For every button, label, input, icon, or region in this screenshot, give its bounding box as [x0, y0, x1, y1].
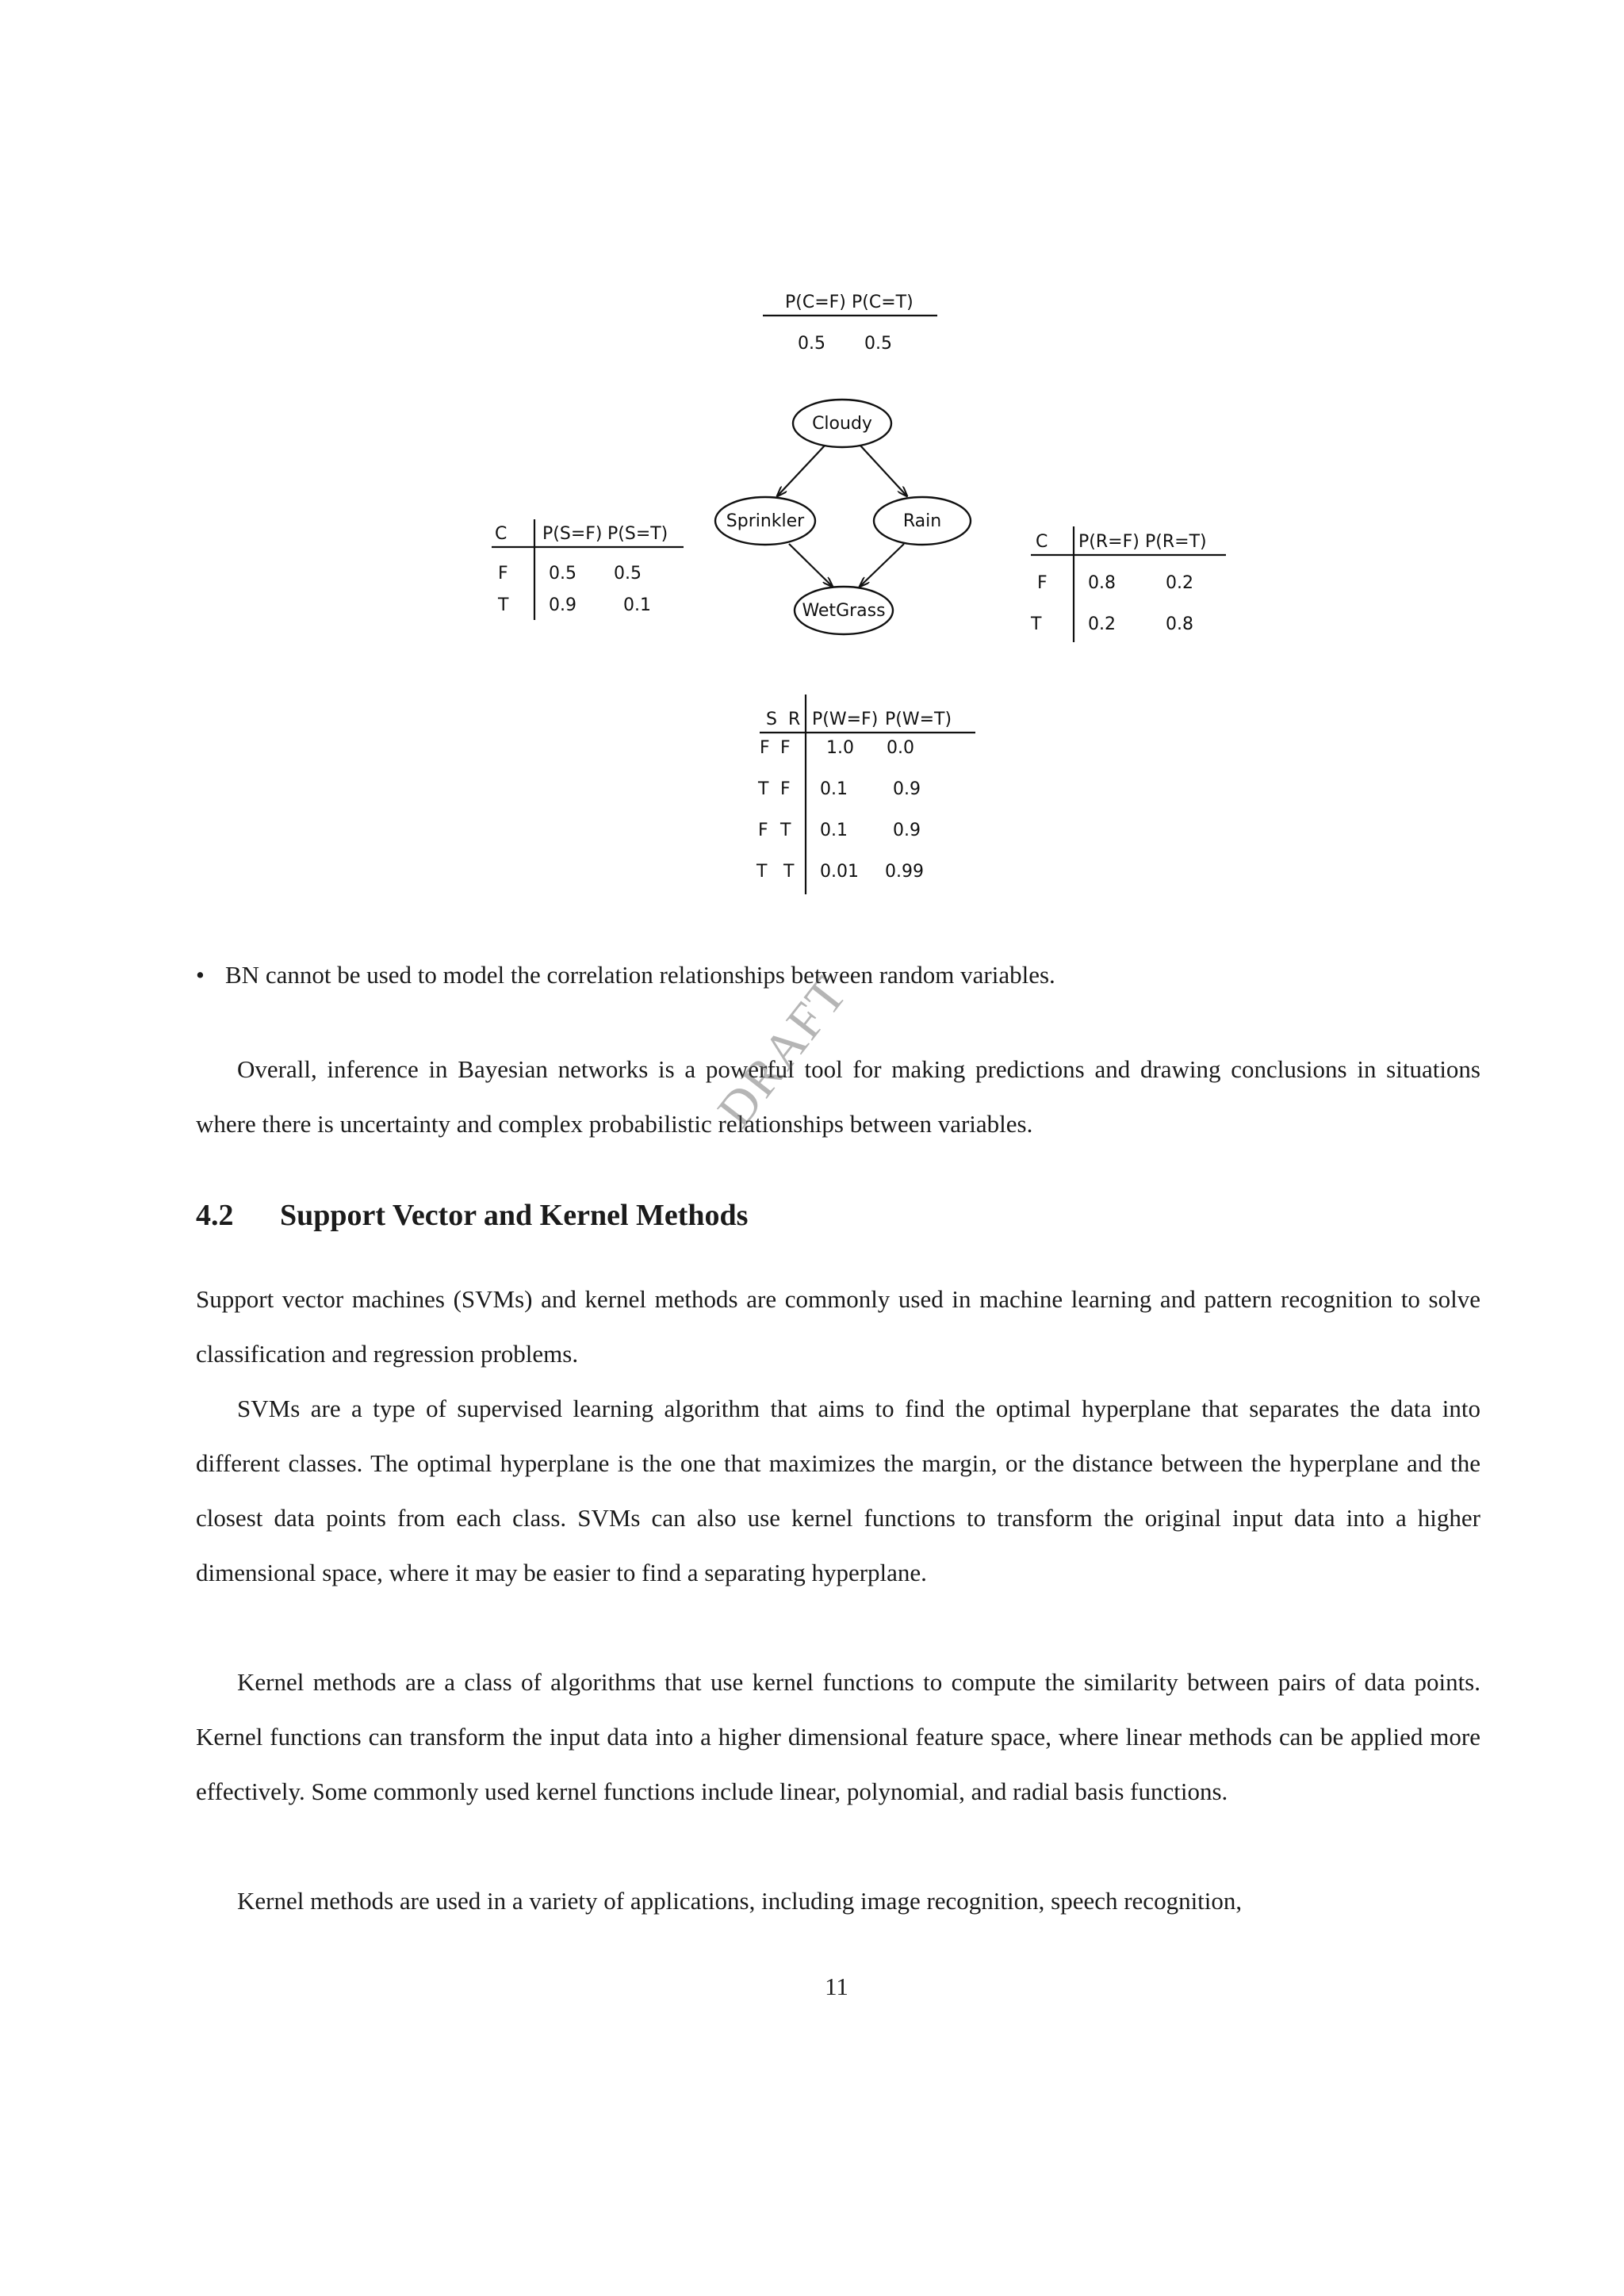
section-title: Support Vector and Kernel Methods [280, 1199, 749, 1232]
page-number: 11 [825, 1973, 848, 2000]
rain-cond-header: C [1036, 532, 1048, 552]
rain-header-t: P(R=T) [1145, 532, 1207, 552]
bullet-dot: • [196, 961, 205, 989]
node-cloudy [793, 400, 891, 447]
sprinkler-cpt-table [492, 519, 684, 620]
rain-row1-c: F [1037, 573, 1048, 593]
wetgrass-row1-r: F [780, 738, 791, 758]
cloudy-prior-table [763, 293, 937, 354]
sprinkler-row1-v2: 0.5 [614, 564, 642, 584]
node-rain-label: Rain [902, 511, 942, 531]
wetgrass-header-f: P(W=F) [812, 710, 879, 729]
sprinkler-cond-header: C [495, 524, 508, 544]
wetgrass-cond-s: S [766, 710, 777, 729]
cloudy-header-f: P(C=F) [785, 293, 846, 312]
paragraph-svm-hyperplane-text: SVMs are a type of supervised learning algorithm that aims to find the optimal hyperplane that separates the data into different classes. The optimal hyperplane is the one that maximizes the margin, or the distance between the hyperplane and the closest data points from each class. SVMs can also use kernel functions to transform the original input data into a higher dimensional space, where it may be easier to find a separating hyperplane. [196, 1395, 1480, 1586]
wetgrass-row3-v2: 0.9 [893, 821, 921, 840]
sprinkler-header-t: P(S=T) [607, 524, 668, 544]
wetgrass-row2-r: F [780, 779, 791, 799]
node-sprinkler-label: Sprinkler [726, 511, 805, 531]
paragraph-kernel-applications-text: Kernel methods are used in a variety of applications, including image recognition, speech recognition, [237, 1887, 1243, 1915]
paragraph-kernel-applications [196, 1873, 1480, 1928]
edge-cloudy-rain [860, 446, 907, 496]
paragraph-svm-hyperplane [196, 1381, 1480, 1600]
wetgrass-row4-s: T [756, 862, 768, 882]
node-wetgrass-label: WetGrass [802, 601, 886, 621]
wetgrass-row1-s: F [760, 738, 770, 758]
section-heading [196, 1196, 748, 1235]
wetgrass-row2-v2: 0.9 [893, 779, 921, 799]
rain-row1-v1: 0.8 [1088, 573, 1116, 593]
sprinkler-row2-v2: 0.1 [623, 595, 651, 615]
sprinkler-row2-v1: 0.9 [549, 595, 576, 615]
wetgrass-row2-s: T [758, 779, 769, 799]
cloudy-value-f: 0.5 [798, 334, 825, 354]
node-sprinkler [715, 497, 815, 545]
paragraph-kernel-methods [196, 1655, 1480, 1819]
rain-cpt-table [1030, 526, 1226, 642]
rain-row2-v2: 0.8 [1166, 614, 1193, 634]
wetgrass-row3-r: T [780, 821, 791, 840]
wetgrass-cpt-table [756, 695, 975, 894]
wetgrass-header-t: P(W=T) [885, 710, 952, 729]
edge-cloudy-sprinkler [777, 446, 825, 496]
paragraph-svm-intro-text: Support vector machines (SVMs) and kernel methods are commonly used in machine learning and pattern recognition to solve classification and regression problems. [196, 1285, 1480, 1368]
sprinkler-row2-c: T [498, 595, 509, 615]
rain-row1-v2: 0.2 [1166, 573, 1193, 593]
cloudy-value-t: 0.5 [864, 334, 892, 354]
paragraph-kernel-methods-text: Kernel methods are a class of algorithms that use kernel functions to compute the similarity between pairs of data points. Kernel functions can transform the input data into a higher dimensional feature space, where linear methods can be applied more effectively. Some commonly used kernel functions include linear, polynomial, and radial basis functions. [196, 1668, 1480, 1805]
bullet-text: BN cannot be used to model the correlation relationships between random variables. [225, 961, 1055, 989]
edge-sprinkler-wetgrass [789, 544, 833, 587]
wetgrass-row1-v1: 1.0 [826, 738, 854, 758]
wetgrass-cond-r: R [788, 710, 801, 729]
wetgrass-row1-v2: 0.0 [887, 738, 914, 758]
wetgrass-row4-r: T [783, 862, 795, 882]
paragraph-svm-intro [196, 1272, 1480, 1381]
rain-row2-v1: 0.2 [1088, 614, 1116, 634]
paragraph-overall-text: Overall, inference in Bayesian networks is a powerful tool for making predictions and drawing conclusions in situations where there is uncertainty and complex probabilistic relationships between variables. [196, 1055, 1480, 1138]
section-number: 4.2 [196, 1199, 234, 1232]
bayesian-network-figure [0, 0, 1624, 912]
wetgrass-row4-v2: 0.99 [885, 862, 924, 882]
sprinkler-row1-v1: 0.5 [549, 564, 576, 584]
cloudy-header-t: P(C=T) [852, 293, 914, 312]
sprinkler-row1-c: F [498, 564, 508, 584]
sprinkler-header-f: P(S=F) [542, 524, 603, 544]
edge-rain-wetgrass [860, 544, 904, 587]
wetgrass-row4-v1: 0.01 [820, 862, 859, 882]
draft-watermark: DRAFT [706, 965, 859, 1138]
node-rain [874, 497, 971, 545]
wetgrass-row2-v1: 0.1 [820, 779, 848, 799]
wetgrass-row3-s: F [758, 821, 768, 840]
paragraph-overall [196, 1042, 1480, 1151]
node-wetgrass [795, 587, 893, 634]
rain-header-f: P(R=F) [1078, 532, 1139, 552]
node-cloudy-label: Cloudy [812, 414, 872, 434]
wetgrass-row3-v1: 0.1 [820, 821, 848, 840]
rain-row2-c: T [1031, 614, 1042, 634]
